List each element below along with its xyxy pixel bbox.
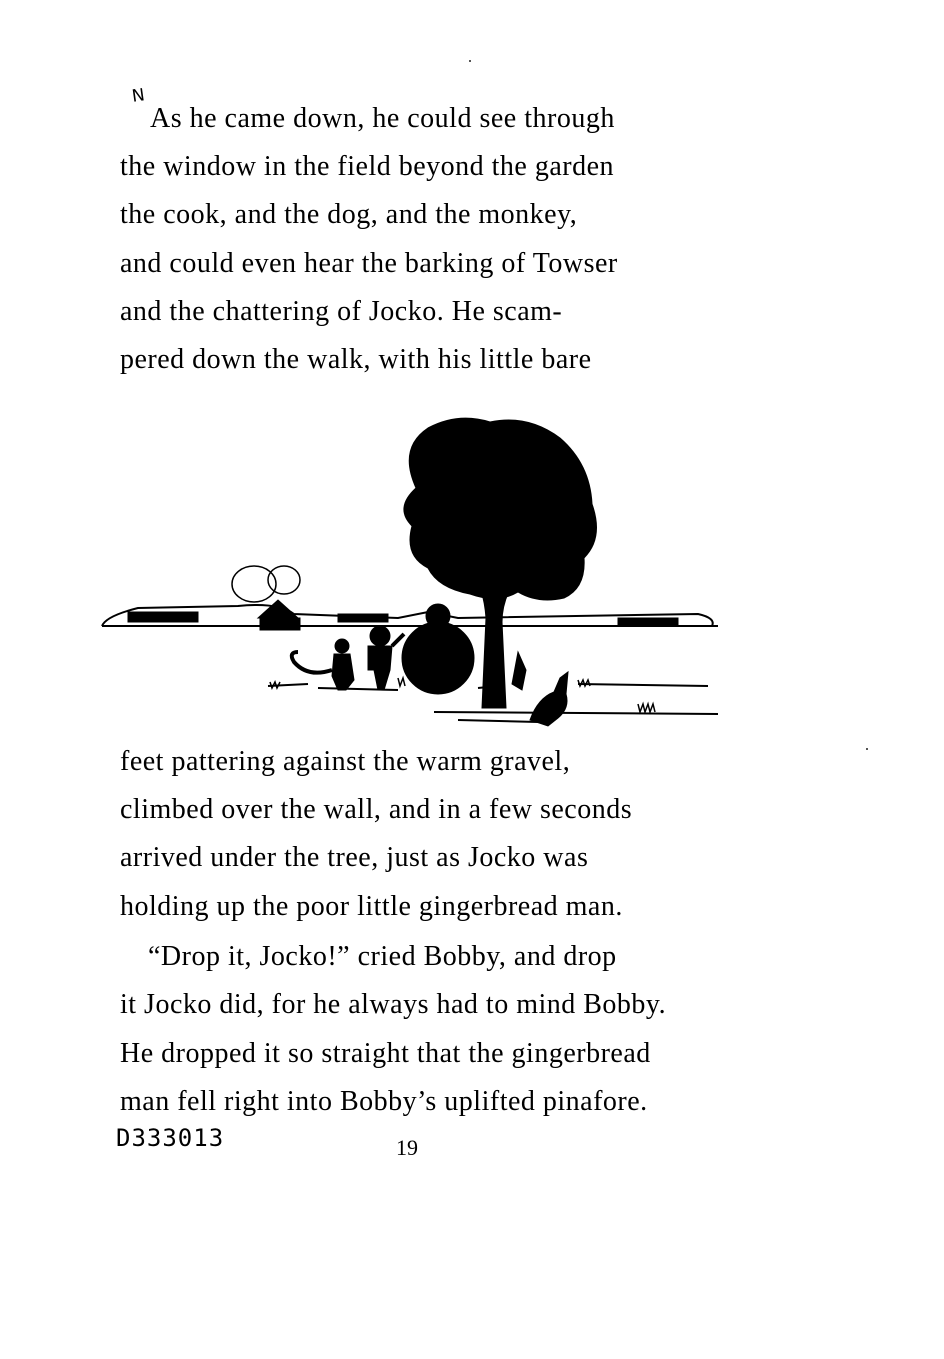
far-building	[618, 618, 678, 626]
text-line	[120, 841, 698, 875]
text-line	[120, 295, 698, 329]
line-text: the cook, and the dog, and the monkey,	[120, 199, 578, 230]
text-line	[120, 198, 698, 232]
text-line	[148, 940, 698, 974]
text-line	[120, 1085, 698, 1119]
line-text: the window in the field beyond the garden	[120, 151, 615, 182]
line-text: climbed over the wall, and in a few seconds	[120, 794, 633, 825]
far-building	[128, 612, 198, 622]
cloud	[268, 566, 300, 594]
cook-shoulders	[416, 630, 460, 644]
text-line	[120, 745, 698, 779]
paper-speck	[469, 60, 471, 62]
line-text: He dropped it so straight that the gingerbread	[120, 1038, 651, 1069]
page-number: 19	[396, 1135, 418, 1160]
text-line	[120, 343, 698, 377]
monkey-head	[335, 639, 349, 653]
line-text: pered down the walk, with his little bare	[120, 344, 592, 375]
text-line	[150, 102, 698, 136]
text-line	[120, 150, 698, 184]
line-text: man fell right into Bobby’s uplifted pinafore.	[120, 1086, 648, 1117]
line-text: and the chattering of Jocko. He scam-	[120, 296, 563, 327]
text-line	[120, 890, 698, 924]
text-line	[120, 988, 698, 1022]
line-text: feet pattering against the warm gravel,	[120, 746, 571, 777]
line-text: and could even hear the barking of Towser	[120, 248, 618, 279]
text-line	[120, 793, 698, 827]
line-text: As he came down, he could see through	[150, 103, 615, 134]
boy-arm	[392, 634, 404, 646]
line-text: arrived under the tree, just as Jocko was	[120, 842, 589, 873]
monkey-body	[332, 654, 354, 690]
cook-head	[426, 604, 450, 628]
dog-figure	[530, 672, 568, 726]
line-text: it Jocko did, for he always had to mind Bobby.	[120, 989, 667, 1020]
margin-handwritten-mark: N	[130, 85, 147, 107]
boy-body	[368, 646, 392, 690]
monkey-tail	[292, 652, 332, 673]
silhouette-illustration	[98, 408, 738, 748]
tree-canopy	[404, 418, 597, 600]
paper-speck	[866, 748, 868, 750]
line-text: “Drop it, Jocko!” cried Bobby, and drop	[148, 941, 617, 972]
small-animal	[512, 652, 526, 690]
farmhouse-roof	[258, 600, 298, 618]
text-line	[120, 1037, 698, 1071]
boy-head	[370, 626, 390, 646]
farmhouse-wall	[260, 618, 300, 630]
far-building	[338, 614, 388, 622]
line-text: holding up the poor little gingerbread man.	[120, 891, 623, 922]
text-line	[120, 247, 698, 281]
handwritten-stamp: D333013	[116, 1124, 225, 1152]
